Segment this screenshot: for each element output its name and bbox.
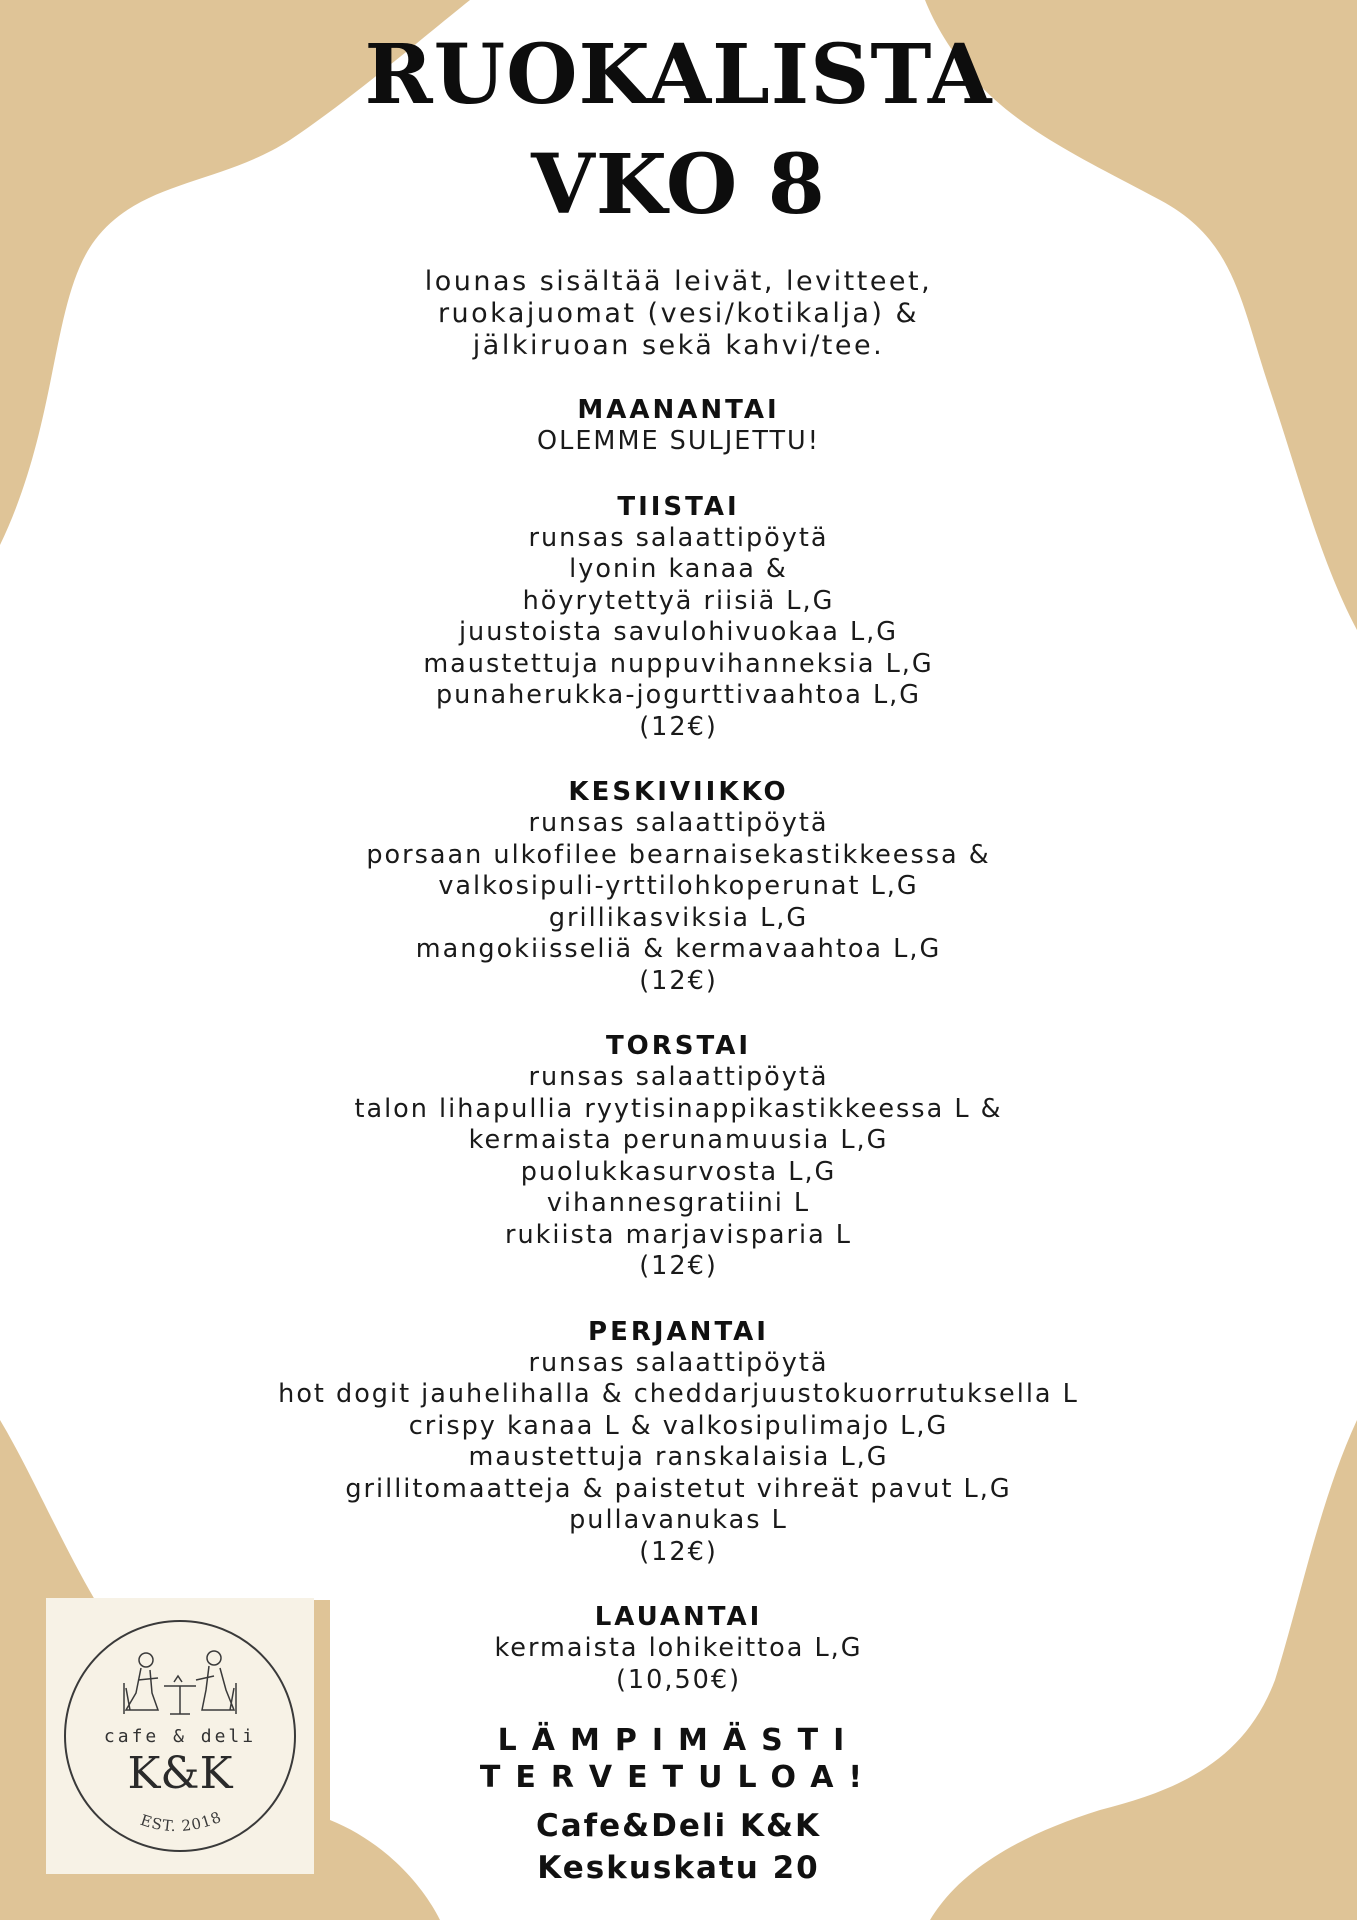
menu-item: pullavanukas L (569, 1505, 788, 1535)
title-line-1: RUOKALISTA (364, 27, 993, 123)
menu-item: juustoista savulohivuokaa L,G (458, 617, 899, 647)
menu-item: runsas salaattipöytä (528, 808, 829, 838)
cafe-logo (46, 1598, 314, 1874)
day-heading: TIISTAI (617, 491, 740, 522)
intro-line-3: jälkiruoan sekä kahvi/tee. (472, 330, 885, 361)
weekly-menu (0, 394, 1357, 1729)
menu-item: rukiista marjavisparia L (504, 1219, 853, 1250)
menu-item: mangokiisseliä & kermavaahtoa L,G (415, 934, 942, 964)
logo-est-text: EST. 2018 (138, 1807, 225, 1836)
menu-item: talon lihapullia ryytisinappikastikkeessa L & (354, 1093, 1003, 1124)
menu-item: crispy kanaa L & valkosipulimajo L,G (408, 1410, 949, 1441)
menu-item: vihannesgratiini L (546, 1188, 811, 1218)
menu-item: OLEMME SULJETTU! (537, 426, 820, 456)
day-thursday (0, 1030, 1357, 1283)
menu-item: kermaista perunamuusia L,G (468, 1125, 889, 1155)
menu-item: maustettuja nuppuvihanneksia L,G (423, 648, 934, 679)
menu-item: punaherukka-jogurttivaahtoa L,G (435, 680, 922, 710)
day-heading: LAUANTAI (594, 1602, 763, 1632)
menu-price: (12€) (639, 1536, 718, 1567)
intro-line-2: ruokajuomat (vesi/kotikalja) & (437, 298, 920, 329)
menu-item: maustettuja ranskalaisia L,G (468, 1442, 889, 1472)
day-tuesday (0, 491, 1357, 744)
menu-item: grillikasviksia L,G (548, 902, 809, 933)
day-heading: TORSTAI (605, 1031, 752, 1061)
menu-price: (12€) (639, 965, 718, 996)
intro-text (0, 266, 1357, 362)
menu-item: runsas salaattipöytä (528, 1062, 829, 1092)
logo-small-text: cafe & deli (103, 1726, 257, 1747)
menu-price: (12€) (639, 1251, 718, 1281)
menu-item: kermaista lohikeittoa L,G (494, 1633, 863, 1663)
menu-item: höyrytettyä riisiä L,G (522, 585, 835, 616)
day-friday (0, 1316, 1357, 1569)
title-line-2: VKO 8 (531, 137, 826, 233)
day-heading: MAANANTAI (577, 395, 780, 425)
street-address: Keskuskatu 20 (537, 1850, 820, 1886)
menu-item: puolukkasurvosta L,G (520, 1156, 837, 1187)
cafe-name: Cafe&Deli K&K (535, 1808, 822, 1844)
day-heading: PERJANTAI (588, 1316, 769, 1347)
logo-big-text: K&K (127, 1748, 233, 1799)
menu-item: runsas salaattipöytä (528, 522, 829, 553)
menu-item: grillitomaatteja & paistetut vihreät pavut L,G (345, 1473, 1012, 1504)
menu-item: lyonin kanaa & (569, 554, 788, 584)
svg-text:EST. 2018 (138, 1808, 224, 1835)
menu-price: (10,50€) (615, 1664, 742, 1695)
menu-price: (12€) (639, 711, 718, 742)
intro-line-1: lounas sisältää leivät, levitteet, (424, 266, 933, 297)
menu-item: hot dogit jauhelihalla & cheddarjuustokuorrutuksella L (278, 1379, 1079, 1409)
menu-item: porsaan ulkofilee bearnaisekastikkeessa & (366, 839, 991, 870)
menu-item: valkosipuli-yrttilohkoperunat L,G (438, 871, 919, 901)
welcome-line-2: TERVETULOA! (479, 1760, 878, 1795)
welcome-line-1: LÄMPIMÄSTI (497, 1723, 860, 1758)
day-heading: KESKIVIIKKO (568, 777, 789, 807)
day-monday (0, 394, 1357, 458)
menu-item: runsas salaattipöytä (528, 1347, 829, 1378)
page-title (0, 20, 1357, 240)
logo-est-ring (46, 1598, 314, 1874)
day-wednesday (0, 776, 1357, 997)
